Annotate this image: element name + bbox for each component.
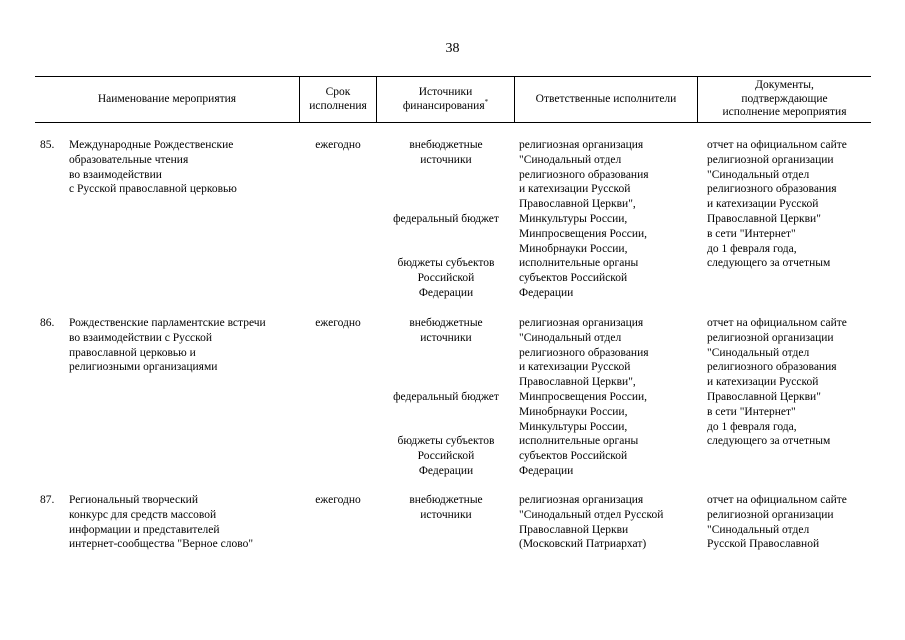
event-name-line: конкурс для средств массовой [69,508,217,521]
header-sources-line [402,97,489,114]
confirming-documents [707,316,871,449]
event-name-line: интернет-сообщества "Верное слово" [69,538,254,551]
document-line: в сети "Интернет" [707,405,796,418]
event-name-line: православной церковью и [69,346,196,359]
funding-source-line: внебюджетные [409,494,483,506]
confirming-documents [707,138,871,271]
confirming-documents [707,493,871,552]
event-name-line: Региональный творческий [69,494,198,506]
document-line: "Синодальный отдел [707,346,810,359]
document-line: "Синодальный отдел [707,523,810,536]
document-line: и катехизации Русской [707,376,819,389]
responsible-line: субъектов Российской [519,272,628,285]
responsible-line: религиозного образования [519,346,649,359]
header-documents-line: подтверждающие [741,92,828,105]
event-name-line: с Русской православной церковью [69,183,237,196]
header-sources-text: финансирования [402,99,485,112]
document-line: отчет на официальном сайте [707,139,847,151]
responsible-executors [519,316,697,479]
execution-term: ежегодно [315,494,361,506]
funding-source-line: Российской [417,449,475,462]
event-name-line: во взаимодействии с Русской [69,331,212,344]
funding-source-extrabudget [378,316,514,346]
row-number: 87. [40,494,55,506]
responsible-line: и катехизации Русской [519,361,631,374]
header-term-line: Срок [325,86,351,98]
funding-source-line: внебюджетные [409,317,483,329]
document-line: следующего за отчетным [707,257,831,270]
event-name-line: образовательные чтения [69,153,189,166]
responsible-line: Минкультуры России, [519,420,628,433]
header-name [35,77,299,122]
header-documents-line: исполнение мероприятия [722,106,847,119]
funding-source-line: Федерации [418,286,474,299]
document-line: религиозного образования [707,361,837,374]
responsible-line: субъектов Российской [519,450,628,463]
header-name-text: Наименование мероприятия [97,92,237,105]
funding-source-line: бюджеты субъектов [397,435,495,447]
event-name [69,316,299,375]
responsible-line: Федерации [519,464,574,477]
funding-source-line: Российской [417,271,475,284]
document-line: религиозной организации [707,508,834,521]
header-sources-line: Источники [418,86,473,98]
document-line: Православной Церкви" [707,212,821,225]
responsible-line: "Синодальный отдел [519,331,622,344]
responsible-line: религиозная организация [519,139,644,151]
event-name [69,138,299,197]
funding-source-federal [378,390,514,405]
execution-term: ежегодно [315,139,361,151]
funding-source-federal [378,212,514,227]
event-name-line: во взаимодействии [69,168,162,181]
responsible-line: религиозная организация [519,494,644,506]
header-sources [377,77,514,122]
document-line: отчет на официальном сайте [707,494,847,506]
table-header-bottom-rule [35,122,871,123]
document-line: Русской Православной [707,538,820,551]
funding-source-regional [378,256,514,300]
responsible-line: (Московский Патриархат) [519,538,647,551]
funding-source-regional [378,434,514,478]
document-line: "Синодальный отдел [707,168,810,181]
responsible-line: Православной Церкви [519,523,629,536]
responsible-line: Минобрнауки России, [519,405,628,418]
responsible-line: Минпросвещения России, [519,227,648,240]
document-line: и катехизации Русской [707,198,819,211]
document-line: в сети "Интернет" [707,227,796,240]
responsible-line: и катехизации Русской [519,183,631,196]
execution-term: ежегодно [315,317,361,329]
funding-source-line: источники [420,508,472,521]
responsible-line: "Синодальный отдел Русской [519,508,664,521]
header-responsible [515,77,697,122]
responsible-line: Православной Церкви", [519,198,636,211]
responsible-line: исполнительные органы [519,257,639,270]
row-number: 85. [40,139,55,151]
funding-source-line: федеральный бюджет [393,391,499,403]
header-documents [698,77,871,122]
funding-source-line: федеральный бюджет [393,213,499,225]
document-line: до 1 февраля года, [707,242,797,255]
event-name-line: Рождественские парламентские встречи [69,317,266,329]
funding-source-line: Федерации [418,464,474,477]
header-term [300,77,376,122]
footnote-mark: * [484,97,489,106]
document-line: религиозного образования [707,183,837,196]
funding-source-line: внебюджетные [409,139,483,151]
page-number: 38 [445,41,460,56]
document-line: отчет на официальном сайте [707,317,847,329]
funding-source-line: источники [420,153,472,166]
responsible-line: исполнительные органы [519,435,639,448]
funding-source-extrabudget [378,493,514,523]
responsible-line: Федерации [519,286,574,299]
responsible-line: Минобрнауки России, [519,242,628,255]
responsible-executors [519,138,697,301]
event-name [69,493,299,552]
event-name-line: информации и представителей [69,523,220,536]
responsible-line: Минпросвещения России, [519,390,648,403]
row-number: 86. [40,317,55,329]
document-line: до 1 февраля года, [707,420,797,433]
responsible-line: религиозного образования [519,168,649,181]
funding-source-line: бюджеты субъектов [397,257,495,269]
document-line: религиозной организации [707,331,834,344]
header-documents-line: Документы, [755,79,814,92]
responsible-line: Православной Церкви", [519,376,636,389]
funding-source-extrabudget [378,138,514,168]
document-line: Православной Церкви" [707,390,821,403]
document-line: следующего за отчетным [707,435,831,448]
header-responsible-text: Ответственные исполнители [535,92,677,105]
event-name-line: Международные Рождественские [69,139,234,151]
responsible-line: религиозная организация [519,317,644,329]
funding-source-line: источники [420,331,472,344]
event-name-line: религиозными организациями [69,361,218,374]
header-term-line: исполнения [309,99,367,112]
responsible-line: Минкультуры России, [519,212,628,225]
responsible-executors [519,493,697,552]
responsible-line: "Синодальный отдел [519,153,622,166]
document-line: религиозной организации [707,153,834,166]
